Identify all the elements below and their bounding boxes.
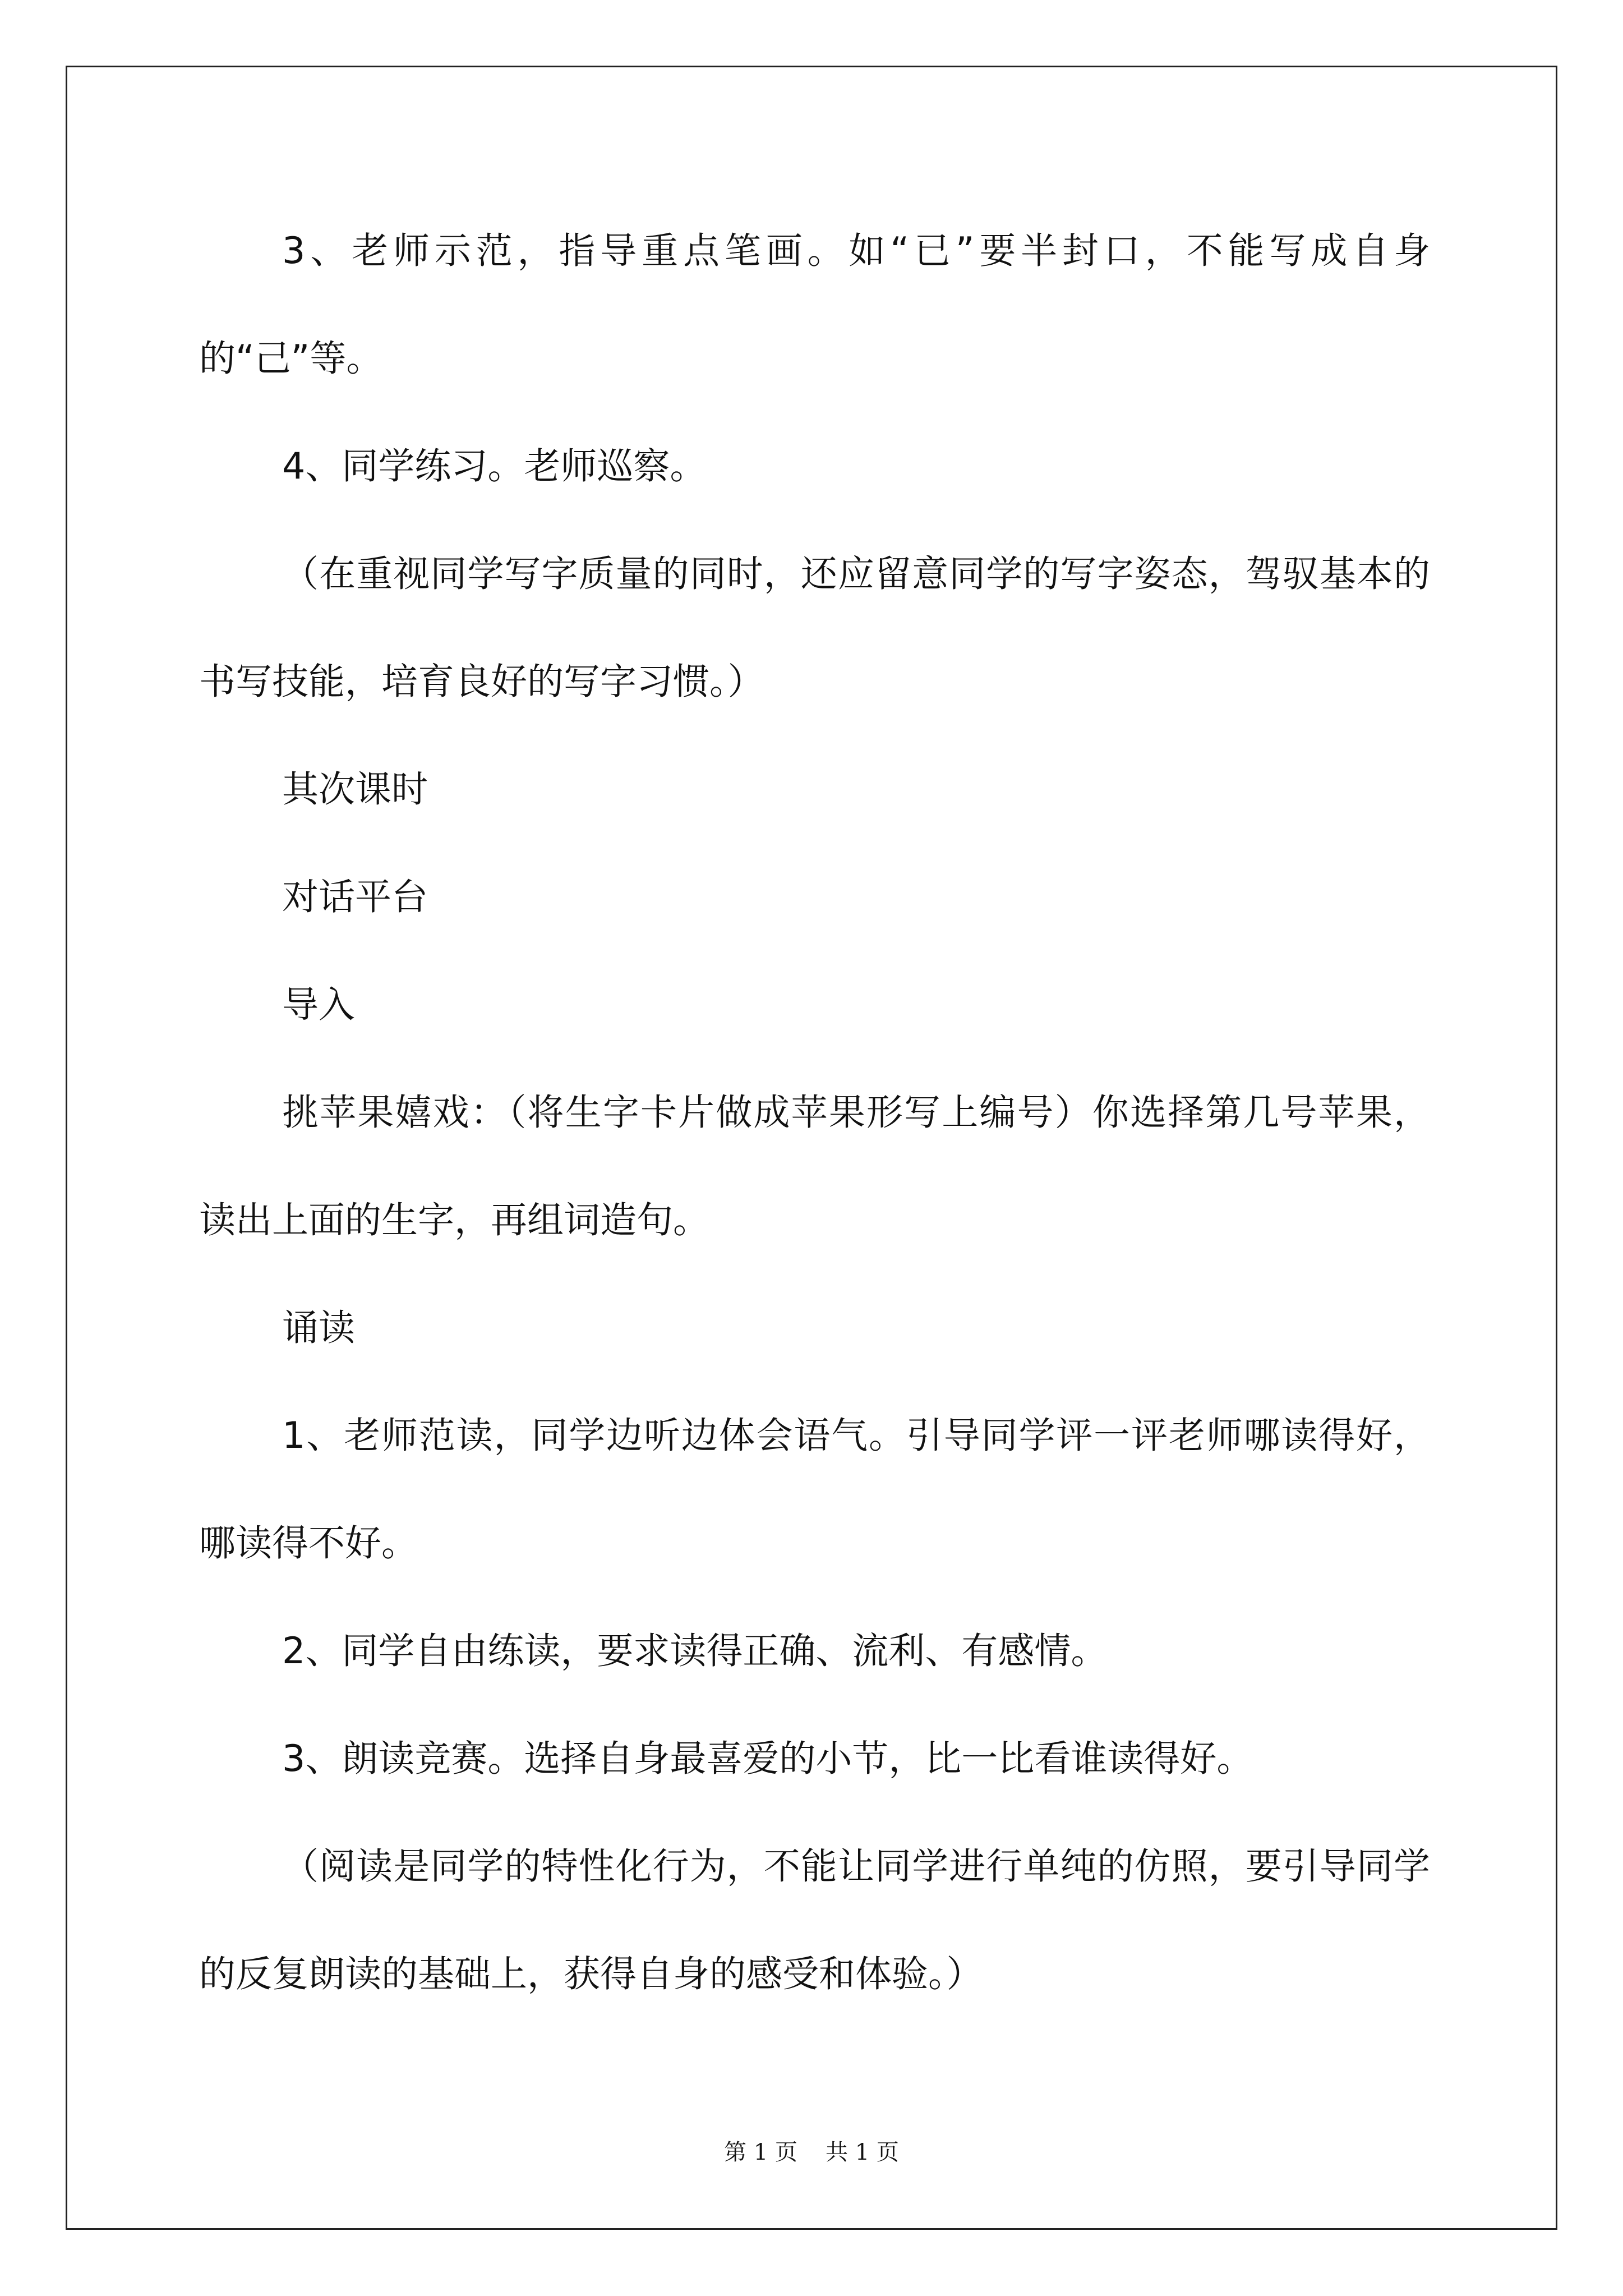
page-number: 第 1 页 [724,2139,797,2165]
paragraph-step2-free-reading: 2、同学自由练读，要求读得正确、流利、有感情。 [282,1630,1108,1672]
heading-recitation: 诵读 [282,1307,356,1349]
paragraph-reading-note: （阅读是同学的特性化行为，不能让同学进行单纯的仿照，要引导同学的反复朗读的基础上，获得自身的感受和体验。） [199,1846,1430,1995]
paragraph-step4-practice: 4、同学练习。老师巡察。 [282,445,707,487]
page-footer [0,2134,1623,2166]
paragraph-writing-note: （在重视同学写字质量的同时，还应留意同学的写字姿态，驾驭基本的书写技能，培育良好的写字习惯。） [199,553,1430,703]
heading-introduction: 导入 [282,984,356,1026]
paragraph-step1-model-reading: 1、老师范读，同学边听边体会语气。引导同学评一评老师哪读得好，哪读得不好。 [199,1415,1430,1565]
page-total: 共 1 页 [826,2139,899,2165]
paragraph-apple-game: 挑苹果嬉戏：（将生字卡片做成苹果形写上编号）你选择第几号苹果，读出上面的生字，再组词造句。 [199,1092,1430,1241]
paragraph-step3-demo: 3、老师示范，指导重点笔画。如“已”要半封口，不能写成自身的“己”等。 [199,230,1430,380]
paragraph-step3-contest: 3、朗读竞赛。选择自身最喜爱的小节，比一比看谁读得好。 [282,1738,1253,1780]
heading-second-lesson: 其次课时 [282,769,428,811]
heading-dialogue-platform: 对话平台 [282,876,428,918]
